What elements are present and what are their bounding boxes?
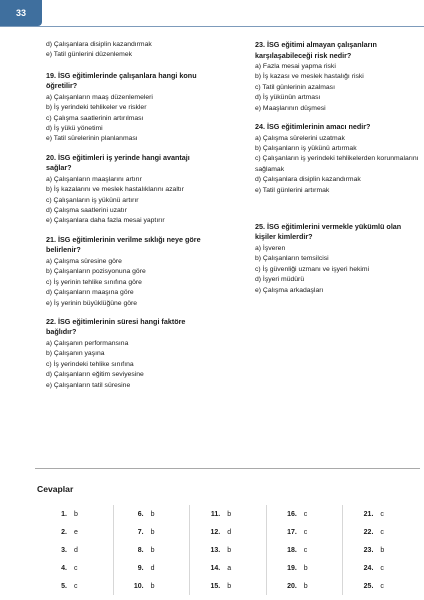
answer-value: d xyxy=(74,546,78,554)
answer-number: 16. xyxy=(287,510,297,518)
answer-value: b xyxy=(74,510,78,518)
answer-number: 22. xyxy=(363,528,374,536)
answer-value: b xyxy=(227,582,232,590)
answer-value: c xyxy=(74,582,78,590)
option-a: a) Fazla mesai yapma riski xyxy=(255,63,336,70)
option-e: e) Tatil günlerini düzenlemek xyxy=(46,51,133,59)
option-c: c) İş güvenliği uzmanı ve işyeri hekimi xyxy=(255,265,370,273)
answer-value: b xyxy=(227,546,232,554)
option-b: b) İş kazası ve meslek hastalığı riski xyxy=(255,73,364,81)
answer-cell xyxy=(190,541,267,559)
option-e: e) Tatil sürelerinin planlanması xyxy=(46,135,138,143)
answer-value: c xyxy=(380,510,384,518)
option-c: c) Tatil günlerinin azalması xyxy=(255,83,335,91)
answer-value: b xyxy=(227,510,232,518)
question-22 xyxy=(46,317,214,391)
answer-value: d xyxy=(150,564,155,572)
option-c: c) İş yerindeki tehlike sınıfına xyxy=(46,360,134,368)
question-21 xyxy=(46,235,214,309)
answer-number: 21. xyxy=(363,510,374,518)
answer-cell xyxy=(114,505,191,523)
question-24 xyxy=(255,122,423,196)
answer-value: b xyxy=(303,564,308,572)
answer-number: 10. xyxy=(133,582,144,590)
answer-cell xyxy=(37,505,114,523)
answer-value: c xyxy=(303,546,308,554)
question-title: 24. İSG eğitimlerinin amacı nedir? xyxy=(255,122,371,132)
question-25 xyxy=(255,222,423,296)
question-title: 22. İSG eğitimlerinin süresi hangi faktöre bağlıdır? xyxy=(46,316,186,337)
answer-number: 6. xyxy=(137,510,144,518)
answer-cell xyxy=(37,577,114,595)
option-a: a) İşveren xyxy=(255,244,286,252)
answer-number: 12. xyxy=(210,528,221,536)
answer-cell xyxy=(190,505,267,523)
answer-value: d xyxy=(227,528,232,536)
option-d: d) Çalışma saatlerini uzatır xyxy=(46,207,127,215)
answer-cell xyxy=(343,559,420,577)
answer-number: 3. xyxy=(61,546,67,554)
answer-cell xyxy=(267,541,344,559)
answer-cell xyxy=(37,523,114,541)
answer-cell xyxy=(190,559,267,577)
answer-number: 7. xyxy=(137,528,144,536)
answers-title: Cevaplar xyxy=(37,484,74,494)
answer-cell xyxy=(114,541,191,559)
answer-number: 2. xyxy=(61,528,67,536)
answer-number: 19. xyxy=(287,564,297,572)
answer-value: c xyxy=(380,564,384,572)
answer-cell xyxy=(190,577,267,595)
option-e: e) Çalışma arkadaşları xyxy=(255,286,324,294)
option-c: c) Çalışanların iş yükünü artırır xyxy=(46,196,139,204)
option-c: c) Çalışma saatlerinin artırılması xyxy=(46,114,144,122)
right-column xyxy=(255,40,423,304)
option-c: c) İş yerinin tehlike sınıfına göre xyxy=(46,278,142,286)
answer-cell xyxy=(343,577,420,595)
answer-value: b xyxy=(150,546,155,554)
answer-number: 23. xyxy=(363,546,374,554)
option-e: e) Çalışanlara daha fazla mesai yaptırır xyxy=(46,217,165,225)
answer-number: 14. xyxy=(210,564,221,572)
answer-cell xyxy=(267,523,344,541)
answer-cell xyxy=(267,505,344,523)
option-d: d) İş yükünün artması xyxy=(255,94,321,102)
answer-number: 15. xyxy=(210,582,221,590)
answer-cell xyxy=(267,559,344,577)
answer-value: a xyxy=(227,564,232,572)
option-d: d) Çalışanlara disiplin kazandırmak xyxy=(46,41,152,48)
question-title: 23. İSG eğitimi almayan çalışanların karşılaşabileceği risk nedir? xyxy=(255,40,377,60)
answer-cell xyxy=(114,577,191,595)
previous-question-continuation xyxy=(46,40,214,61)
option-a: a) Çalışanın performansına xyxy=(46,339,129,347)
page-number: 33 xyxy=(15,8,26,18)
answer-cell xyxy=(267,577,344,595)
answer-cell xyxy=(343,541,420,559)
left-column xyxy=(46,40,214,399)
answer-cell xyxy=(343,505,420,523)
option-b: b) Çalışanların temsilcisi xyxy=(255,255,329,263)
option-e: e) Maaşlarının düşmesi xyxy=(255,104,326,112)
option-a: a) Çalışma süresine göre xyxy=(46,257,122,265)
option-b: b) Çalışanın yaşına xyxy=(46,350,105,358)
answer-value: c xyxy=(380,582,384,590)
answer-number: 4. xyxy=(61,564,67,572)
option-a: a) Çalışanların maaş düzenlemeleri xyxy=(46,93,153,101)
answer-number: 25. xyxy=(363,582,374,590)
option-e: e) Çalışanların tatil süresine xyxy=(46,381,131,389)
question-title: 19. İSG eğitimlerinde çalışanlara hangi konu öğretilir? xyxy=(46,70,197,91)
answer-number: 18. xyxy=(287,546,297,554)
answer-number: 20. xyxy=(287,582,297,590)
option-b: b) İş yerindeki tehlikeler ve riskler xyxy=(46,104,147,112)
answer-number: 24. xyxy=(363,564,374,572)
option-a: a) Çalışanların maaşlarını artırır xyxy=(46,175,142,183)
option-d: d) İş yükü yönetimi xyxy=(46,125,103,133)
answer-cell xyxy=(37,559,114,577)
answer-value: b xyxy=(150,582,155,590)
option-b: b) Çalışanların iş yükünü artırmak xyxy=(255,144,357,152)
answer-number: 11. xyxy=(210,510,221,518)
question-title: 21. İSG eğitimlerinin verilme sıklığı neye göre belirlenir? xyxy=(46,234,201,255)
option-e: e) İş yerinin büyüklüğüne göre xyxy=(46,299,138,307)
option-d: d) İşyeri müdürü xyxy=(255,276,305,284)
answer-value: e xyxy=(74,528,78,536)
answer-value: c xyxy=(303,510,308,518)
answer-number: 9. xyxy=(137,564,144,572)
answer-value: b xyxy=(150,510,155,518)
option-b: b) Çalışanların pozisyonuna göre xyxy=(46,268,146,276)
header-rule xyxy=(0,26,424,27)
option-d: d) Çalışanların maaşına göre xyxy=(46,289,134,297)
answer-number: 13. xyxy=(210,546,221,554)
answer-value: c xyxy=(380,528,384,536)
answer-cell xyxy=(114,559,191,577)
answer-value: b xyxy=(380,546,385,554)
question-23 xyxy=(255,40,423,114)
answer-cell xyxy=(37,541,114,559)
answer-number: 8. xyxy=(137,546,144,554)
question-title: 25. İSG eğitimlerini vermekle yükümlü olan kişiler kimlerdir? xyxy=(255,221,402,242)
question-20 xyxy=(46,153,214,227)
question-title: 20. İSG eğitimleri iş yerinde hangi avantajı sağlar? xyxy=(46,152,190,173)
answer-value: b xyxy=(303,582,308,590)
answer-cell xyxy=(343,523,420,541)
question-19 xyxy=(46,71,214,145)
option-c: c) Çalışanların iş yerindeki tehlikelerden korunmalarını sağlamak xyxy=(255,155,419,173)
option-e: e) Tatil günlerini artırmak xyxy=(255,186,330,194)
page-number-badge xyxy=(0,0,42,26)
answer-value: c xyxy=(74,564,78,572)
option-a: a) Çalışma sürelerini uzatmak xyxy=(255,134,345,142)
answer-key-grid xyxy=(37,505,420,595)
answer-value: b xyxy=(150,528,155,536)
answer-number: 17. xyxy=(287,528,297,536)
option-d: d) Çalışanlara disiplin kazandırmak xyxy=(255,176,361,184)
answer-cell xyxy=(190,523,267,541)
answer-value: c xyxy=(303,528,308,536)
option-b: b) İş kazalarını ve meslek hastalıklarını azaltır xyxy=(46,186,184,194)
answer-number: 5. xyxy=(61,582,67,590)
answer-number: 1. xyxy=(61,510,67,518)
option-d: d) Çalışanların eğitim seviyesine xyxy=(46,371,144,379)
answer-cell xyxy=(114,523,191,541)
answers-divider xyxy=(35,468,420,469)
